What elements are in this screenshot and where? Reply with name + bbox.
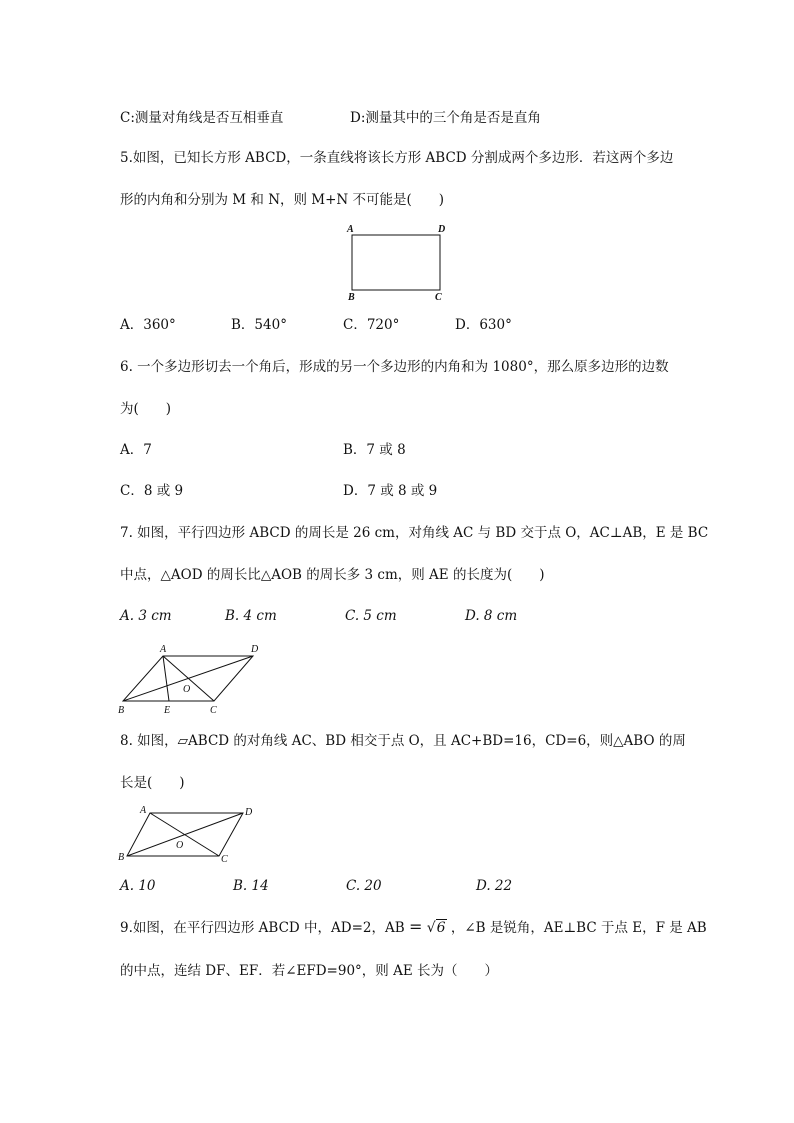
q8-label-b: B: [118, 852, 125, 863]
q9-line-1-part-a: 9.如图，在平行四边形 ABCD 中，AD=2，AB: [120, 920, 405, 936]
q5-option-c: C．720°: [343, 317, 400, 333]
q9-line-1-part-b: ，∠B 是锐角，AE⊥BC 于点 E，F 是 AB: [450, 920, 707, 936]
q6-option-a: A．7: [120, 442, 152, 458]
q7-option-d: D. 8 cm: [465, 608, 518, 624]
q7-parallelogram-figure: [110, 640, 270, 720]
q5-line-2: 形的内角和分别为 M 和 N，则 M+N 不可能是( ): [120, 192, 445, 208]
q8-option-b: B. 14: [233, 878, 269, 894]
q6-option-b: B．7 或 8: [343, 442, 406, 458]
q6-line-1: 6. 一个多边形切去一个角后，形成的另一个多边形的内角和为 1080°，那么原多边形的边数: [120, 359, 669, 375]
q8-label-o: O: [176, 840, 184, 851]
q9-line-2: 的中点，连结 DF、EF．若∠EFD=90°，则 AE 长为（ ）: [120, 963, 498, 979]
q7-option-a: A. 3 cm: [120, 608, 172, 624]
q8-option-d: D. 22: [476, 878, 513, 894]
q8-option-a: A. 10: [120, 878, 156, 894]
q5-option-d: D．630°: [455, 317, 512, 333]
q8-line-1: 8. 如图，▱ABCD 的对角线 AC、BD 相交于点 O，且 AC+BD=16，CD=6，则△ABO 的周: [120, 733, 686, 749]
q5-label-c: C: [435, 292, 442, 303]
q8-label-a: A: [140, 805, 147, 816]
q7-label-d: D: [251, 644, 259, 655]
q7-label-c: C: [210, 705, 217, 716]
prev-option-d: D:测量其中的三个角是否是直角: [350, 110, 541, 126]
q5-line-1: 5.如图，已知长方形 ABCD，一条直线将该长方形 ABCD 分割成两个多边形．若这两个多边: [120, 150, 674, 166]
q7-label-b: B: [118, 705, 125, 716]
q9-sqrt-radical: √6: [426, 920, 446, 936]
q9-sqrt-value: 6: [436, 920, 446, 936]
q5-label-a: A: [347, 224, 354, 235]
q6-option-c: C．8 或 9: [120, 483, 184, 499]
q7-line-1: 7. 如图，平行四边形 ABCD 的周长是 26 cm，对角线 AC 与 BD 交于点 O，AC⊥AB，E 是 BC: [120, 525, 709, 541]
q6-line-2: 为( ): [120, 401, 172, 417]
q9-line-1: [120, 918, 707, 937]
q7-line-2: 中点，△AOD 的周长比△AOB 的周长多 3 cm，则 AE 的长度为( ): [120, 567, 545, 583]
q8-line-2: 长是( ): [120, 775, 185, 791]
q5-rectangle-figure: [340, 220, 460, 310]
q6-option-d: D．7 或 8 或 9: [343, 483, 438, 499]
q9-equals-sign: =: [408, 917, 423, 936]
prev-option-c: C:测量对角线是否互相垂直: [120, 110, 284, 126]
q8-label-d: D: [245, 807, 253, 818]
q8-parallelogram-figure: [115, 800, 265, 870]
q5-option-a: A．360°: [120, 317, 176, 333]
q7-label-e: E: [164, 705, 171, 716]
q7-option-c: C. 5 cm: [345, 608, 397, 624]
q8-option-c: C. 20: [346, 878, 382, 894]
q8-label-c: C: [221, 854, 228, 865]
q5-label-b: B: [348, 292, 355, 303]
q7-label-a: A: [160, 644, 167, 655]
q5-option-b: B．540°: [231, 317, 287, 333]
q7-label-o: O: [183, 684, 191, 695]
q7-option-b: B. 4 cm: [225, 608, 277, 624]
q5-label-d: D: [438, 224, 446, 235]
